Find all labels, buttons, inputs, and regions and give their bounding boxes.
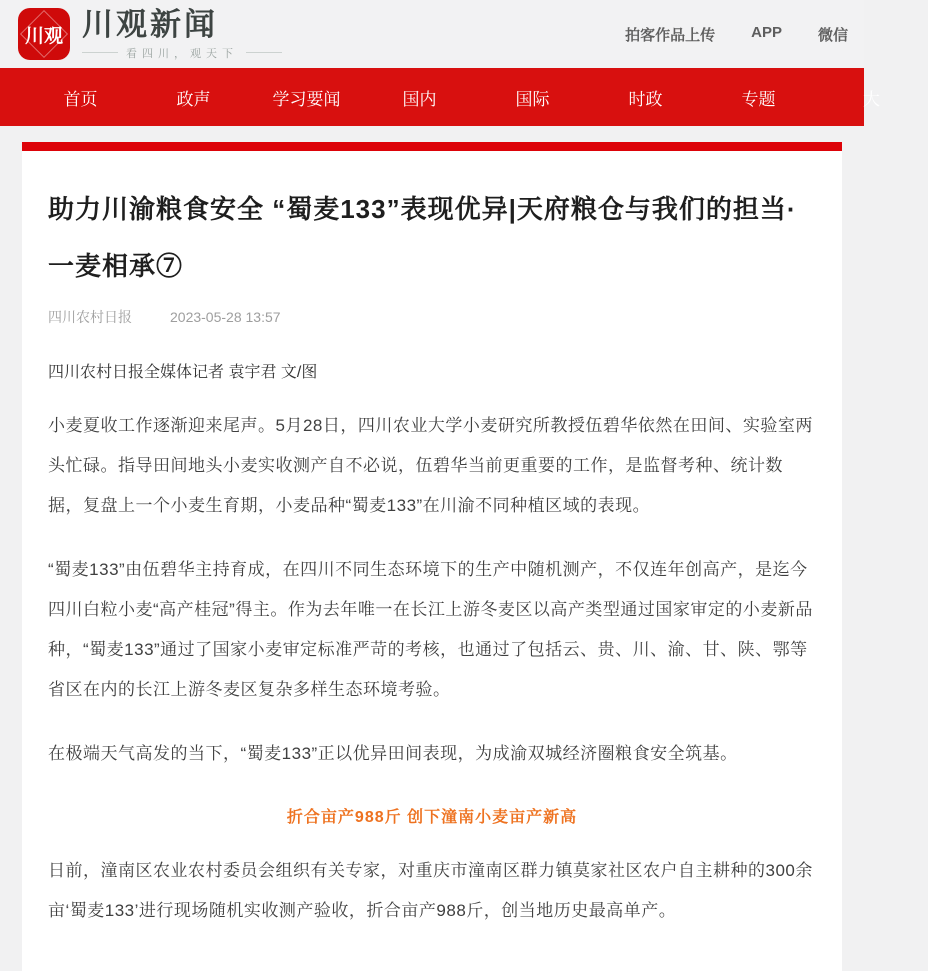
article-paragraph: 在极端天气高发的当下，“蜀麦133”正以优异田间表现，为成渝双城经济圈粮食安全筑基。	[48, 744, 738, 763]
nav-item-international[interactable]: 国际	[515, 89, 550, 109]
nav-item-home[interactable]: 首页	[63, 89, 98, 109]
nav-item-partial-right[interactable]: 大	[863, 89, 880, 109]
site-logo[interactable]	[18, 8, 70, 60]
site-tagline	[82, 45, 282, 61]
highlight-subheading: 折合亩产988斤 创下潼南小麦亩产新高	[286, 809, 578, 826]
card-accent-bar	[22, 142, 842, 151]
main-nav	[0, 68, 880, 126]
article-title: 助力川渝粮食安全 “蜀麦133”表现优异|天府粮仓与我们的担当·一麦相承⑦	[48, 194, 797, 281]
article-paragraph: 小麦夏收工作逐渐迎来尾声。5月28日，四川农业大学小麦研究所教授伍碧华依然在田间、实验室两头忙碌。指导田间地头小麦实收测产自不必说，伍碧华当前更重要的工作，是监督考种、统计数据，复盘上一个小麦生育期，小麦品种“蜀麦133”在川渝不同种植区域的表现。	[48, 416, 813, 515]
nav-item-politics[interactable]: 时政	[628, 89, 663, 109]
header-links	[625, 24, 848, 45]
article-paragraph: 日前，潼南区农业农村委员会组织有关专家，对重庆市潼南区群力镇莫家社区农户自主耕种的300余亩‘蜀麦133’进行现场随机实收测产验收，折合亩产988斤，创当地历史最高单产。	[48, 861, 813, 920]
site-tagline-text: 看四川，观天下	[126, 47, 238, 60]
article-card	[22, 142, 842, 971]
wechat-link[interactable]: 微信	[817, 26, 848, 44]
logo-text: 川观	[24, 24, 63, 47]
article-datetime: 2023-05-28 13:57	[170, 309, 281, 325]
article-body	[22, 151, 842, 971]
site-title: 川观新闻	[82, 6, 218, 43]
article-paragraph: “蜀麦133”由伍碧华主持育成，在四川不同生态环境下的生产中随机测产，不仅连年创高产，是迄今四川白粒小麦“高产桂冠”得主。作为去年唯一在长江上游冬麦区以高产类型通过国家审定的小麦新品种，“蜀麦133”通过了国家小麦审定标准严苛的考核，也通过了包括云、贵、川、渝、甘、陕、鄂等省区在内的长江上游冬麦区复杂多样生态环境考验。	[48, 560, 813, 699]
site-header	[0, 0, 864, 68]
reporter-line: 四川农村日报全媒体记者 袁宇君 文/图	[48, 364, 318, 381]
nav-item-special-topics[interactable]: 专题	[741, 89, 776, 109]
nav-item-zhengsheng[interactable]: 政声	[176, 89, 211, 109]
article-source: 四川农村日报	[48, 309, 132, 325]
nav-item-study-news[interactable]: 学习要闻	[272, 89, 341, 109]
upload-works-link[interactable]: 拍客作品上传	[625, 26, 716, 44]
brand-block	[82, 8, 282, 61]
logo-diamond-ornament	[20, 10, 68, 58]
article-meta	[48, 307, 816, 327]
nav-item-domestic[interactable]: 国内	[402, 89, 437, 109]
app-link[interactable]: APP	[751, 23, 782, 41]
